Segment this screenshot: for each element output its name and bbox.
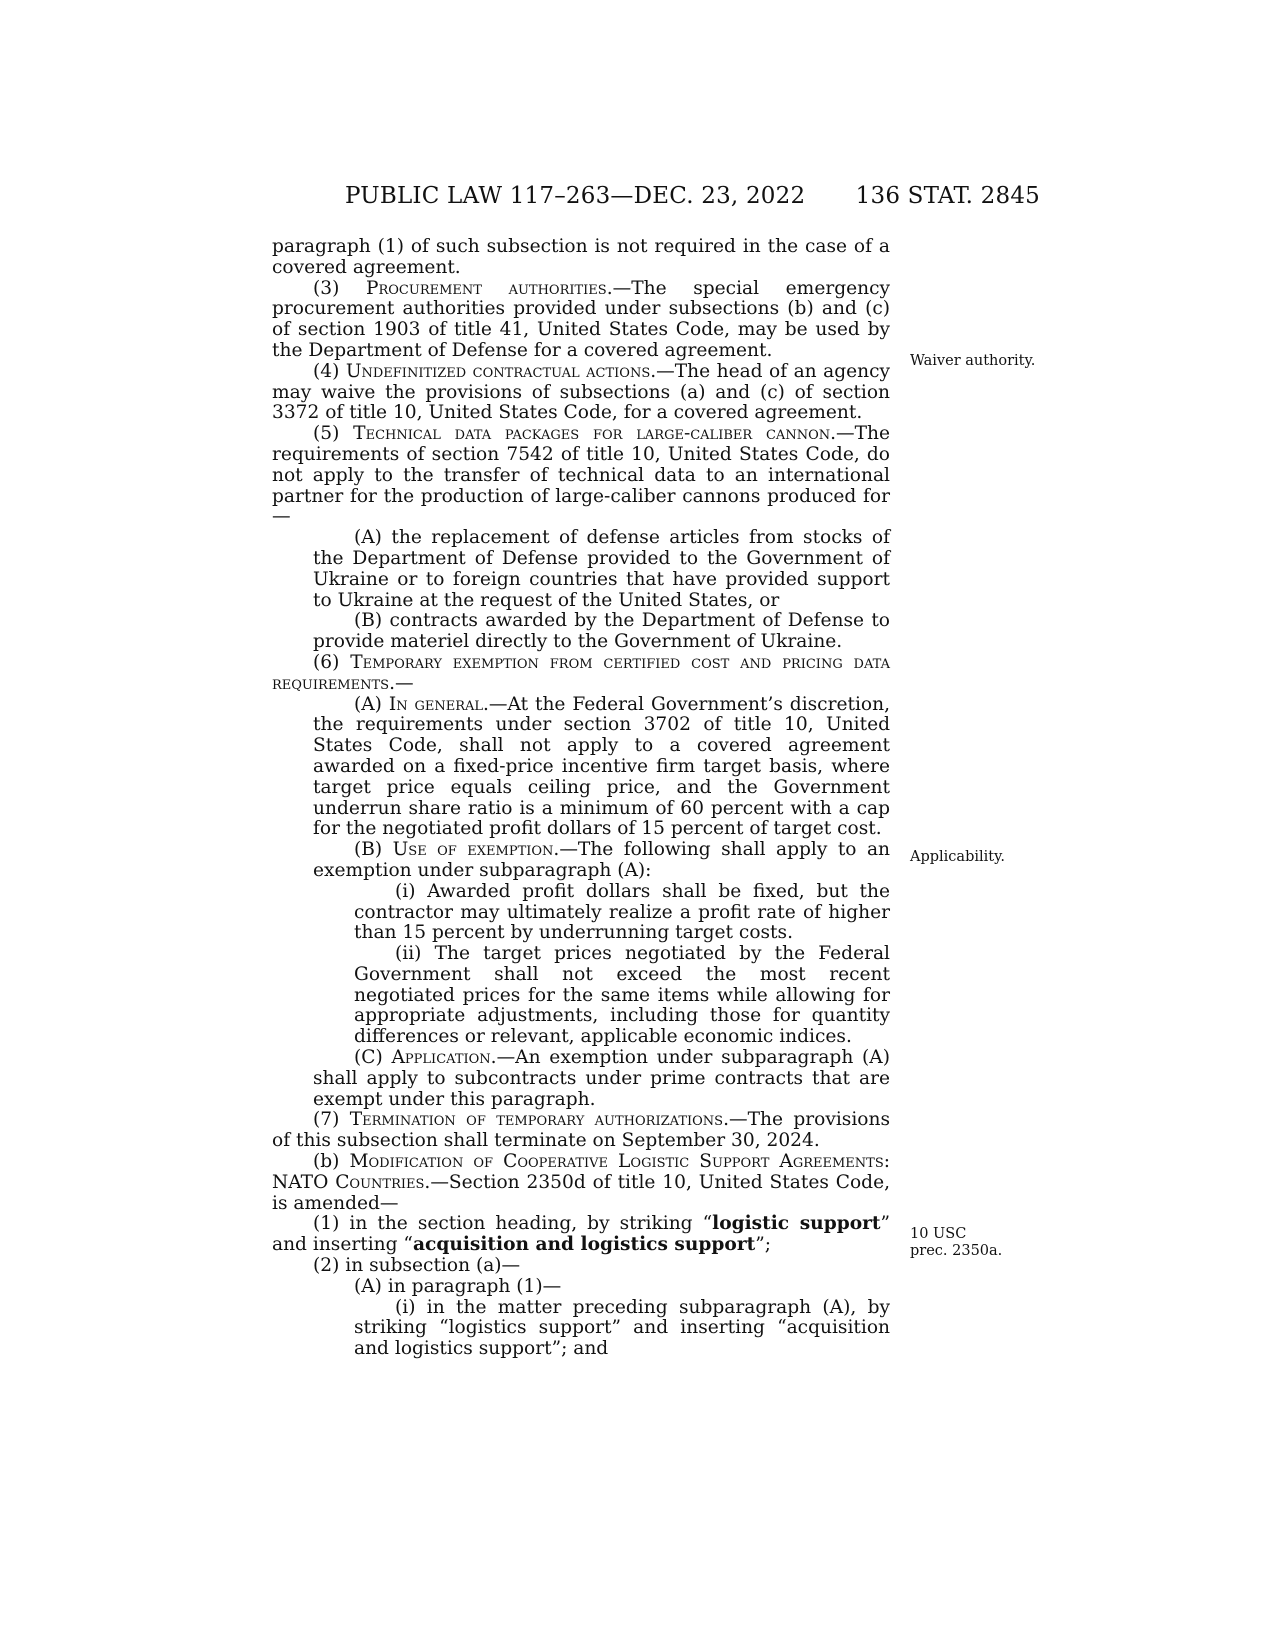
paragraph-3: (3) Procurement authorities.—The special emergency procurement authorities provided under subsections (b) and (c) of section 1903 of title 41, United States Code, may be used by the Department of Defense for a covered agreement. — [272, 277, 891, 361]
paragraph-4: (4) Undefinitized contractual actions.—The head of an agency may waive the provisions of subsections (a) and (c) of section 3372 of title 10, United States Code, for a covered agreement. — [272, 360, 891, 424]
struck-term: logistic support — [712, 1213, 881, 1235]
paragraph-7-heading: Termination of temporary authorizations — [349, 1109, 724, 1131]
margin-note-usc-line2: prec. 2350a. — [910, 1243, 1003, 1259]
subparagraph-6a: (A) In general.—At the Federal Government’s discretion, the requirements under section 3702 of title 10, United States Code, shall not apply to a covered agreement awarded on a fixed-price incentive firm target basis, where target price equals ceiling price, and the Government underrun share ratio is a minimum of 60 percent with a cap for the negotiated profit dollars of 15 percent of target cost. — [313, 693, 890, 840]
amendment-2a-i: (i) in the matter preceding subparagraph (A), by striking “logistics support” and inserting “acquisition and logistics support”; and — [354, 1296, 890, 1360]
subparagraph-5a: (A) the replacement of defense articles from stocks of the Department of Defense provided to the Government of Ukraine or to foreign countries that have provided support to Ukraine at the request of the United States, or — [313, 527, 890, 611]
paragraph-6: (6) Temporary exemption from certified cost and pricing data requirements.— — [272, 651, 890, 694]
paragraph-5: (5) Technical data packages for large-caliber cannon.—The requirements of section 7542 of title 10, United States Code, do not apply to the transfer of technical data to an international partner for the production of large-caliber cannons produced for— — [272, 423, 890, 528]
inserted-term: acquisition and logistics support — [412, 1234, 756, 1256]
margin-note-usc-line1: 10 USC — [910, 1226, 967, 1242]
subparagraph-5b: (B) contracts awarded by the Department of Defense to provide materiel directly to the Government of Ukraine. — [313, 610, 890, 653]
subparagraph-6c-heading: Application — [391, 1047, 491, 1069]
clause-6b-ii: (ii) The target prices negotiated by the Federal Government shall not exceed the most recent negotiated prices for the same items while allowing for appropriate adjustments, including those for quantity differences or relevant, applicable economic indices. — [354, 943, 890, 1048]
statute-page-number: 136 STAT. 2845 — [855, 183, 1040, 209]
subparagraph-6b-heading: Use of exemption — [392, 839, 554, 861]
subparagraph-6c: (C) Application.—An exemption under subparagraph (A) shall apply to subcontracts under prime contracts that are exempt under this paragraph. — [313, 1047, 890, 1110]
subparagraph-6a-heading: In general — [388, 693, 484, 715]
paragraph-5-heading: Technical data packages for large-caliber cannon — [353, 423, 831, 445]
paragraph-4-heading: Undefinitized contractual actions — [345, 360, 651, 382]
amendment-2a: (A) in paragraph (1)— — [354, 1275, 562, 1297]
public-law-citation: PUBLIC LAW 117–263—DEC. 23, 2022 — [345, 183, 806, 209]
clause-6b-i: (i) Awarded profit dollars shall be fixed, but the contractor may ultimately realize a profit rate of higher than 15 percent by underrunning target costs. — [354, 880, 890, 944]
margin-note-usc — [910, 1226, 1060, 1260]
subparagraph-6b: (B) Use of exemption.—The following shall apply to an exemption under subparagraph (A): — [313, 839, 891, 881]
body-text — [272, 237, 890, 1360]
amendment-1: (1) in the section heading, by striking “logistic support” and inserting “acquisition and logistics support”; — [272, 1213, 890, 1256]
margin-note-applicability: Applicability. — [910, 849, 1005, 865]
margin-note-waiver: Waiver authority. — [910, 353, 1036, 369]
paragraph-7: (7) Termination of temporary authorizations.—The provisions of this subsection shall terminate on September 30, 2024. — [272, 1109, 890, 1152]
paragraph-3-heading: Procurement authorities — [365, 277, 607, 299]
amendment-2: (2) in subsection (a)— — [313, 1255, 521, 1277]
paragraph-continuation: paragraph (1) of such subsection is not required in the case of a covered agreement. — [272, 236, 890, 278]
subsection-b: (b) Modification of Cooperative Logistic Support Agreements: NATO Countries.—Section 2350d of title 10, United States Code, is amended— — [272, 1151, 890, 1214]
subsection-b-heading: Modification of Cooperative Logistic Support Agreements: NATO Countries — [272, 1151, 890, 1193]
paragraph-6-heading: Temporary exemption from certified cost and pricing data requirements — [272, 651, 890, 694]
